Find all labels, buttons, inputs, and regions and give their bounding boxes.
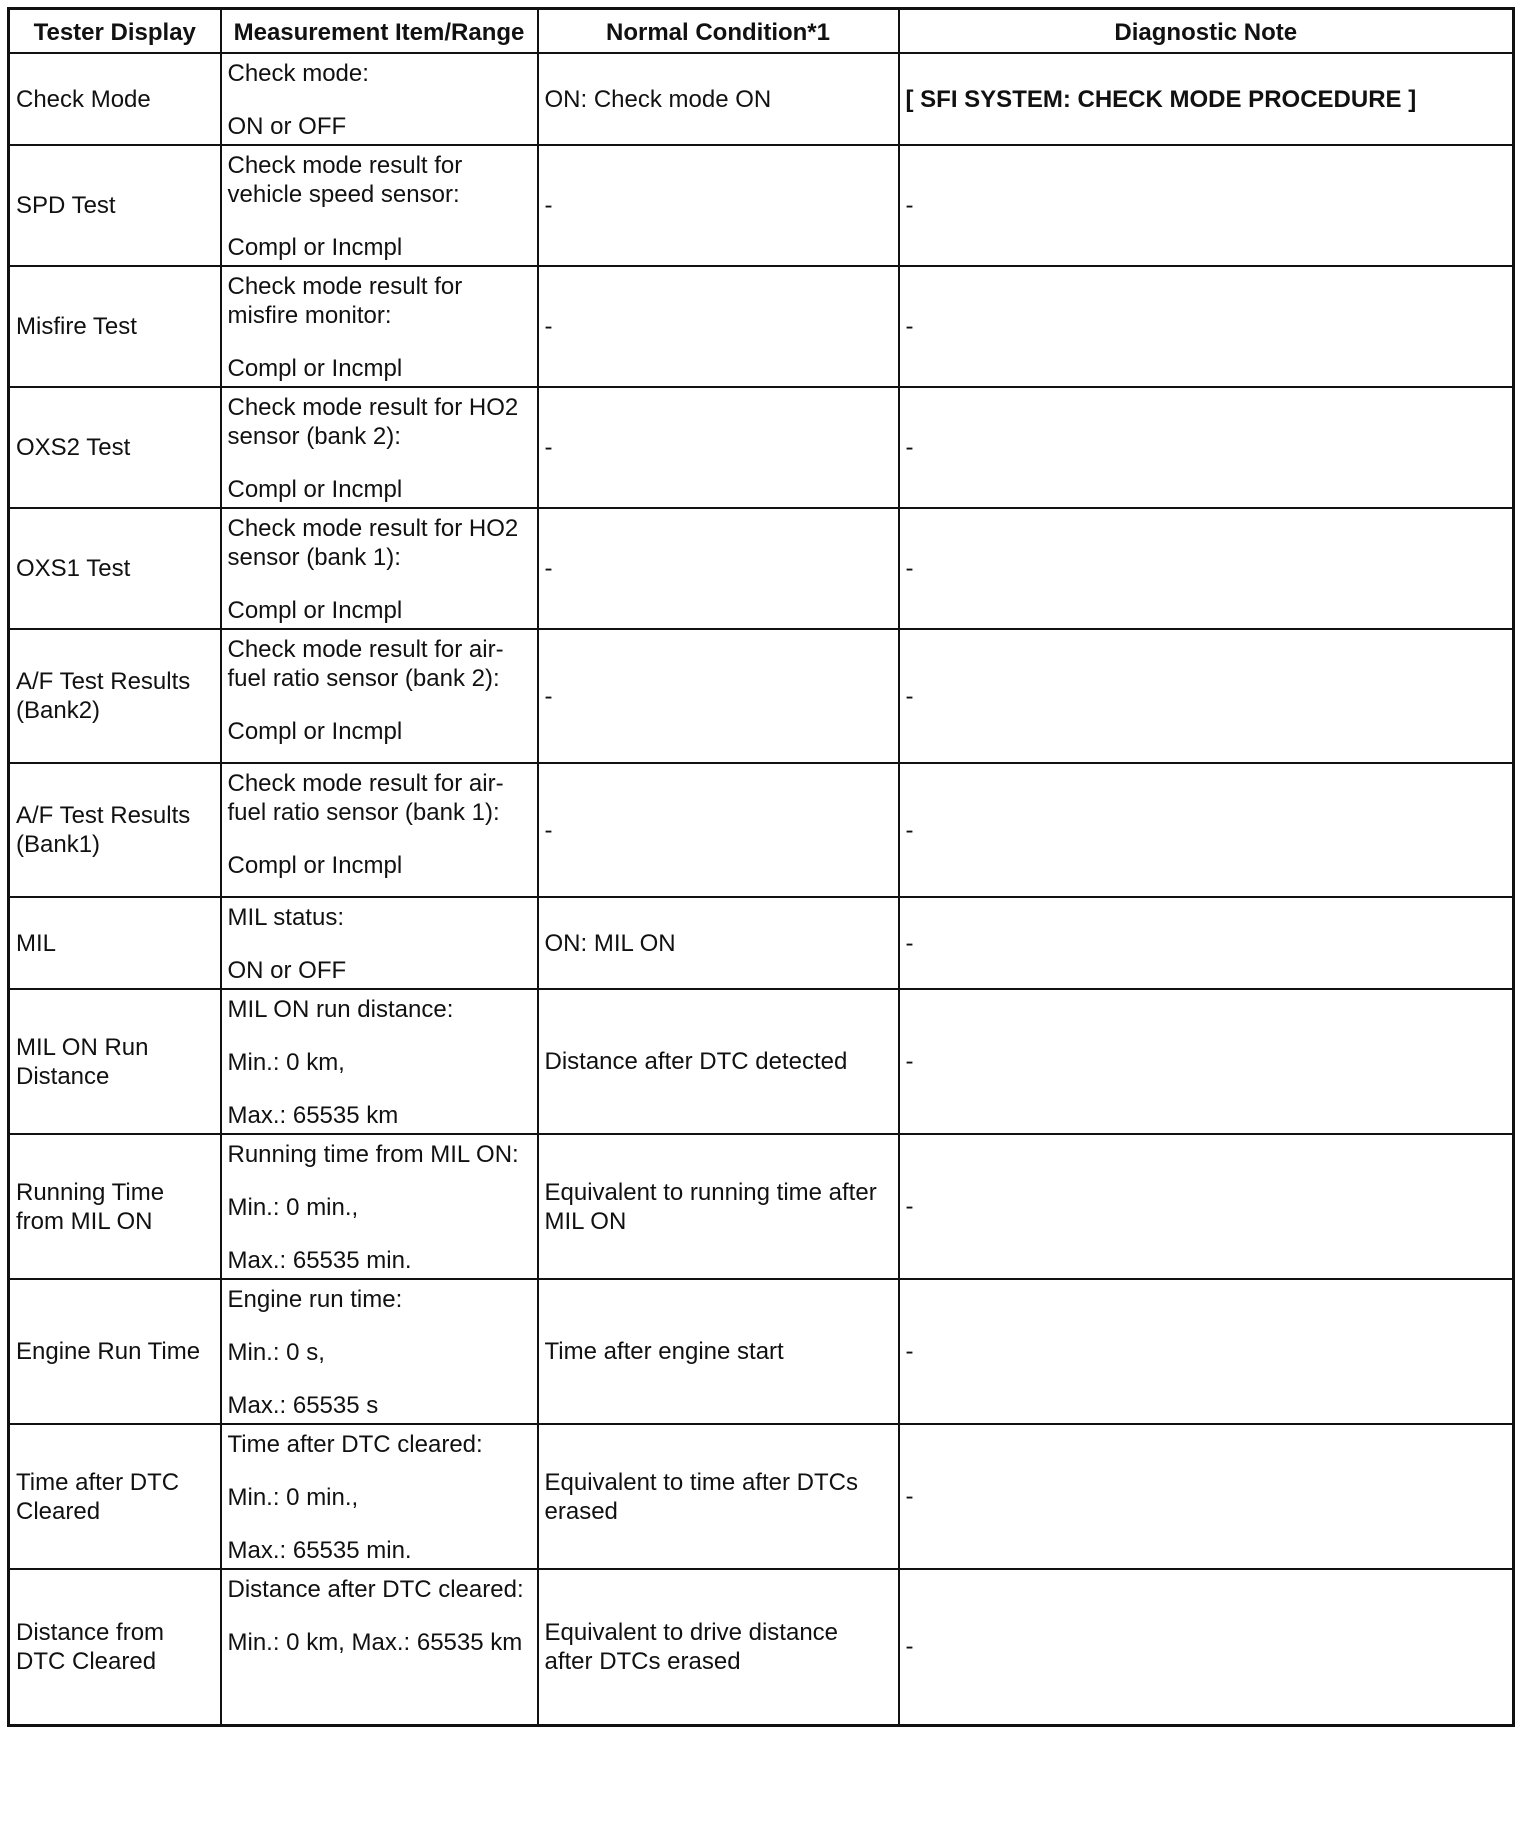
table-row <box>9 1134 1514 1279</box>
header-diagnostic-note: Diagnostic Note <box>899 9 1514 54</box>
measurement-cell <box>221 1569 538 1725</box>
measurement-text: Check mode result for HO2 sensor (bank 1): <box>227 515 519 571</box>
measurement-cell <box>221 989 538 1134</box>
tester-display-cell: OXS2 Test <box>9 387 221 508</box>
measurement-text: Min.: 0 km, <box>227 1049 345 1076</box>
table-row <box>9 763 1514 897</box>
measurement-text: Compl or Incmpl <box>227 852 403 879</box>
measurement-text: Check mode result for misfire monitor: <box>227 273 463 329</box>
measurement-cell <box>221 897 538 989</box>
normal-condition-cell: ON: MIL ON <box>538 897 899 989</box>
measurement-text: Engine run time: <box>227 1286 403 1313</box>
header-measurement-item: Measurement Item/Range <box>221 9 538 54</box>
table-row <box>9 897 1514 989</box>
diagnostic-note-cell: - <box>899 387 1514 508</box>
table-row <box>9 989 1514 1134</box>
normal-condition-cell: Distance after DTC detected <box>538 989 899 1134</box>
table-row <box>9 266 1514 387</box>
measurement-text: Max.: 65535 s <box>227 1392 379 1419</box>
measurement-cell <box>221 266 538 387</box>
normal-condition-cell: Equivalent to running time after MIL ON <box>538 1134 899 1279</box>
measurement-text: Compl or Incmpl <box>227 234 403 261</box>
tester-display-cell: OXS1 Test <box>9 508 221 629</box>
measurement-cell <box>221 1134 538 1279</box>
diagnostic-note-cell: - <box>899 897 1514 989</box>
measurement-text: Compl or Incmpl <box>227 597 403 624</box>
diagnostic-note-cell: - <box>899 508 1514 629</box>
diagnostic-note-cell: - <box>899 145 1514 266</box>
header-row <box>9 9 1514 54</box>
measurement-cell <box>221 387 538 508</box>
measurement-text: Check mode result for vehicle speed sensor: <box>227 152 463 208</box>
diagnostic-note-cell: - <box>899 1134 1514 1279</box>
table-row <box>9 1424 1514 1569</box>
normal-condition-cell: - <box>538 763 899 897</box>
tester-display-cell: MIL <box>9 897 221 989</box>
measurement-text: Min.: 0 km, Max.: 65535 km <box>227 1629 523 1656</box>
diagnostic-note-cell: - <box>899 1424 1514 1569</box>
header-tester-display: Tester Display <box>9 9 221 54</box>
measurement-text: MIL ON run distance: <box>227 996 454 1023</box>
diagnostic-note-cell: - <box>899 629 1514 763</box>
normal-condition-cell: - <box>538 508 899 629</box>
diagnostic-note-cell: - <box>899 1279 1514 1424</box>
tester-display-cell: Misfire Test <box>9 266 221 387</box>
diagnostic-note-cell: - <box>899 763 1514 897</box>
measurement-cell <box>221 145 538 266</box>
measurement-text: Compl or Incmpl <box>227 476 403 503</box>
tester-display-cell: SPD Test <box>9 145 221 266</box>
measurement-text: Max.: 65535 min. <box>227 1247 412 1274</box>
normal-condition-cell: Equivalent to drive distance after DTCs erased <box>538 1569 899 1725</box>
measurement-text: Min.: 0 s, <box>227 1339 325 1366</box>
tester-display-cell: A/F Test Results (Bank2) <box>9 629 221 763</box>
measurement-text: Min.: 0 min., <box>227 1484 359 1511</box>
table-row <box>9 1279 1514 1424</box>
measurement-text: ON or OFF <box>227 957 347 984</box>
measurement-cell <box>221 763 538 897</box>
measurement-text: Running time from MIL ON: <box>227 1141 519 1168</box>
table-row <box>9 387 1514 508</box>
normal-condition-cell: - <box>538 145 899 266</box>
measurement-text: Max.: 65535 min. <box>227 1537 412 1564</box>
measurement-text: Check mode: <box>227 60 369 87</box>
tester-display-cell: A/F Test Results (Bank1) <box>9 763 221 897</box>
header-normal-condition: Normal Condition*1 <box>538 9 899 54</box>
measurement-cell <box>221 1279 538 1424</box>
measurement-text: Distance after DTC cleared: <box>227 1576 524 1603</box>
tester-display-cell: Engine Run Time <box>9 1279 221 1424</box>
normal-condition-cell: Time after engine start <box>538 1279 899 1424</box>
normal-condition-cell: - <box>538 387 899 508</box>
diagnostic-note-cell: - <box>899 989 1514 1134</box>
normal-condition-cell: - <box>538 629 899 763</box>
measurement-text: Time after DTC cleared: <box>227 1431 483 1458</box>
measurement-text: ON or OFF <box>227 113 347 140</box>
tester-display-cell: MIL ON Run Distance <box>9 989 221 1134</box>
measurement-text: Check mode result for HO2 sensor (bank 2): <box>227 394 519 450</box>
tester-display-cell: Running Time from MIL ON <box>9 1134 221 1279</box>
table-row <box>9 629 1514 763</box>
normal-condition-cell: ON: Check mode ON <box>538 53 899 145</box>
tester-display-cell: Time after DTC Cleared <box>9 1424 221 1569</box>
measurement-cell <box>221 508 538 629</box>
measurement-text: Check mode result for air-fuel ratio sensor (bank 2): <box>227 636 504 692</box>
measurement-text: Min.: 0 min., <box>227 1194 359 1221</box>
measurement-text: Compl or Incmpl <box>227 718 403 745</box>
normal-condition-cell: Equivalent to time after DTCs erased <box>538 1424 899 1569</box>
measurement-cell <box>221 1424 538 1569</box>
measurement-cell <box>221 629 538 763</box>
measurement-cell <box>221 53 538 145</box>
tester-display-cell: Check Mode <box>9 53 221 145</box>
diagnostic-note-link[interactable]: [ SFI SYSTEM: CHECK MODE PROCEDURE ] <box>899 53 1514 145</box>
measurement-text: Compl or Incmpl <box>227 355 403 382</box>
normal-condition-cell: - <box>538 266 899 387</box>
table-row <box>9 1569 1514 1725</box>
diagnostic-note-cell: - <box>899 266 1514 387</box>
measurement-text: Max.: 65535 km <box>227 1102 399 1129</box>
measurement-text: MIL status: <box>227 904 344 931</box>
diagnostic-data-table <box>7 7 1515 1727</box>
tester-display-cell: Distance from DTC Cleared <box>9 1569 221 1725</box>
measurement-text: Check mode result for air-fuel ratio sensor (bank 1): <box>227 770 504 826</box>
table-row <box>9 53 1514 145</box>
table-row <box>9 508 1514 629</box>
table-row <box>9 145 1514 266</box>
diagnostic-note-cell: - <box>899 1569 1514 1725</box>
